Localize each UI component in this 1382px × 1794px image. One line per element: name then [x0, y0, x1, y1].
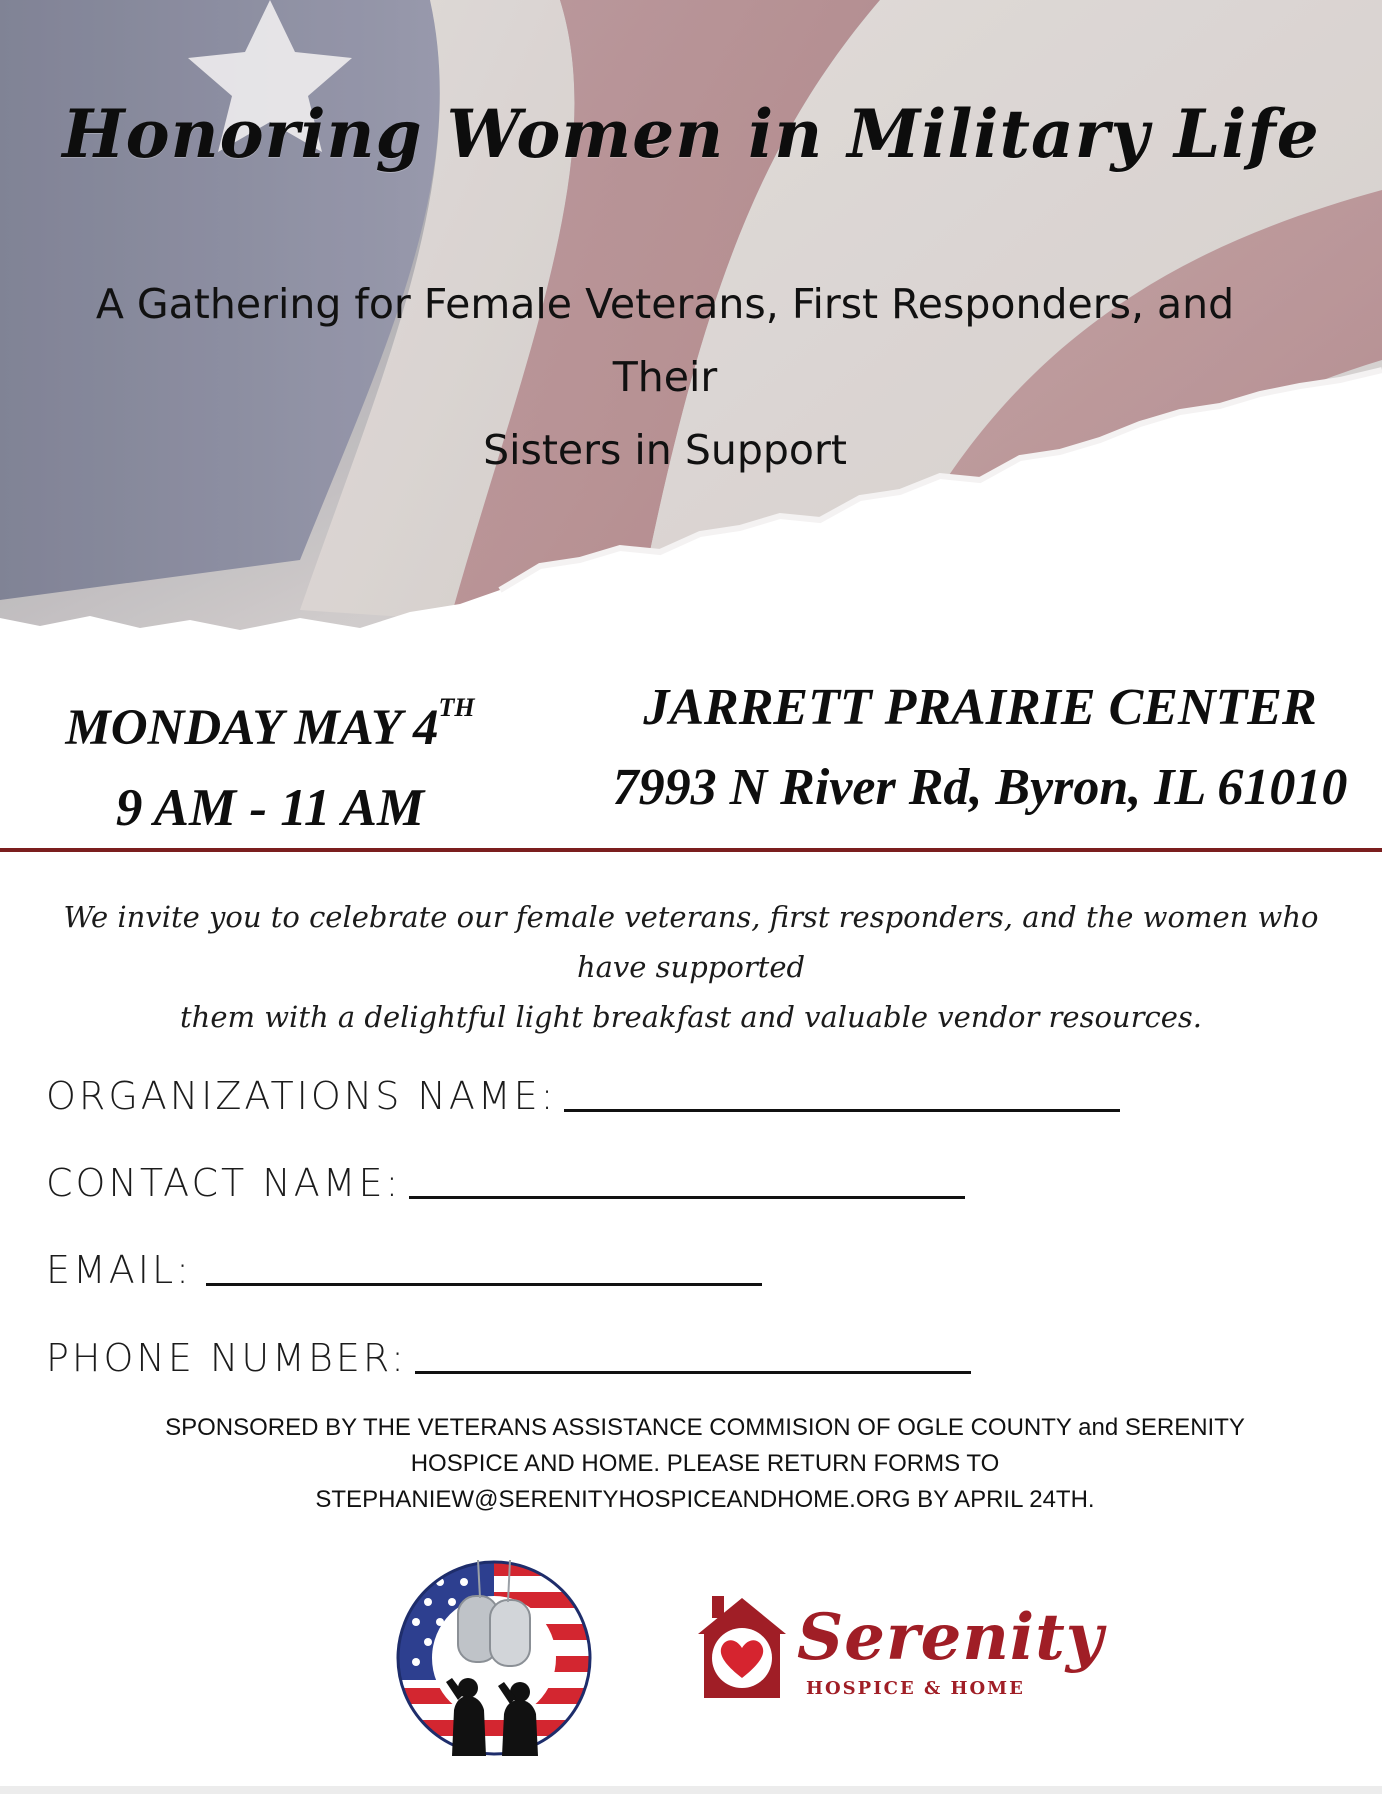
email-label: EMAIL: — [46, 1248, 192, 1292]
serenity-hospice-logo — [694, 1594, 1104, 1714]
venue-address: 7993 N River Rd, Byron, IL 61010 — [612, 759, 1348, 816]
sponsor-line-3: STEPHANIEW@SERENITYHOSPICEANDHOME.ORG BY APRIL 24TH. — [315, 1486, 1095, 1513]
event-date-text: MONDAY MAY 4 — [65, 700, 439, 756]
email-field[interactable] — [46, 1242, 762, 1292]
invite-line-1: We invite you to celebrate our female veterans, first responders, and the women who have supported — [63, 900, 1319, 984]
organization-name-line[interactable] — [564, 1108, 1120, 1112]
subtitle-line-1: A Gathering for Female Veterans, First Responders, and Their — [95, 280, 1235, 401]
event-date-time — [30, 668, 510, 848]
contact-name-label: CONTACT NAME: — [46, 1161, 402, 1205]
organization-name-label: ORGANIZATIONS NAME: — [46, 1074, 557, 1118]
event-date-suffix: TH — [438, 693, 475, 722]
phone-number-line[interactable] — [415, 1370, 971, 1374]
section-divider — [0, 848, 1382, 852]
event-time: 9 AM - 11 AM — [115, 779, 425, 837]
invite-text — [40, 892, 1342, 1042]
event-subtitle — [60, 268, 1270, 487]
house-heart-icon — [694, 1594, 790, 1704]
subtitle-line-2: Sisters in Support — [483, 426, 847, 474]
page-bottom-edge — [0, 1786, 1382, 1794]
phone-number-field[interactable] — [46, 1330, 971, 1380]
venue-name: JARRETT PRAIRIE CENTER — [643, 679, 1317, 736]
event-date — [30, 668, 510, 768]
contact-name-line[interactable] — [409, 1195, 965, 1199]
email-line[interactable] — [206, 1282, 762, 1286]
veterans-assistance-logo — [396, 1560, 592, 1756]
event-title: Honoring Women in Military Life — [62, 95, 1320, 173]
contact-name-field[interactable] — [46, 1155, 965, 1205]
serenity-brand-name: Serenity — [797, 1600, 1104, 1675]
event-location — [600, 668, 1360, 828]
sponsor-line-1: SPONSORED BY THE VETERANS ASSISTANCE COMMISION OF OGLE COUNTY and SERENITY — [165, 1414, 1245, 1441]
sponsor-line-2: HOSPICE AND HOME. PLEASE RETURN FORMS TO — [410, 1450, 1000, 1477]
invite-line-2: them with a delightful light breakfast and valuable vendor resources. — [180, 1000, 1202, 1034]
phone-number-label: PHONE NUMBER: — [46, 1336, 407, 1380]
serenity-tagline: HOSPICE & HOME — [806, 1678, 1025, 1699]
organization-name-field[interactable] — [46, 1068, 1120, 1118]
sponsor-text — [70, 1410, 1340, 1518]
